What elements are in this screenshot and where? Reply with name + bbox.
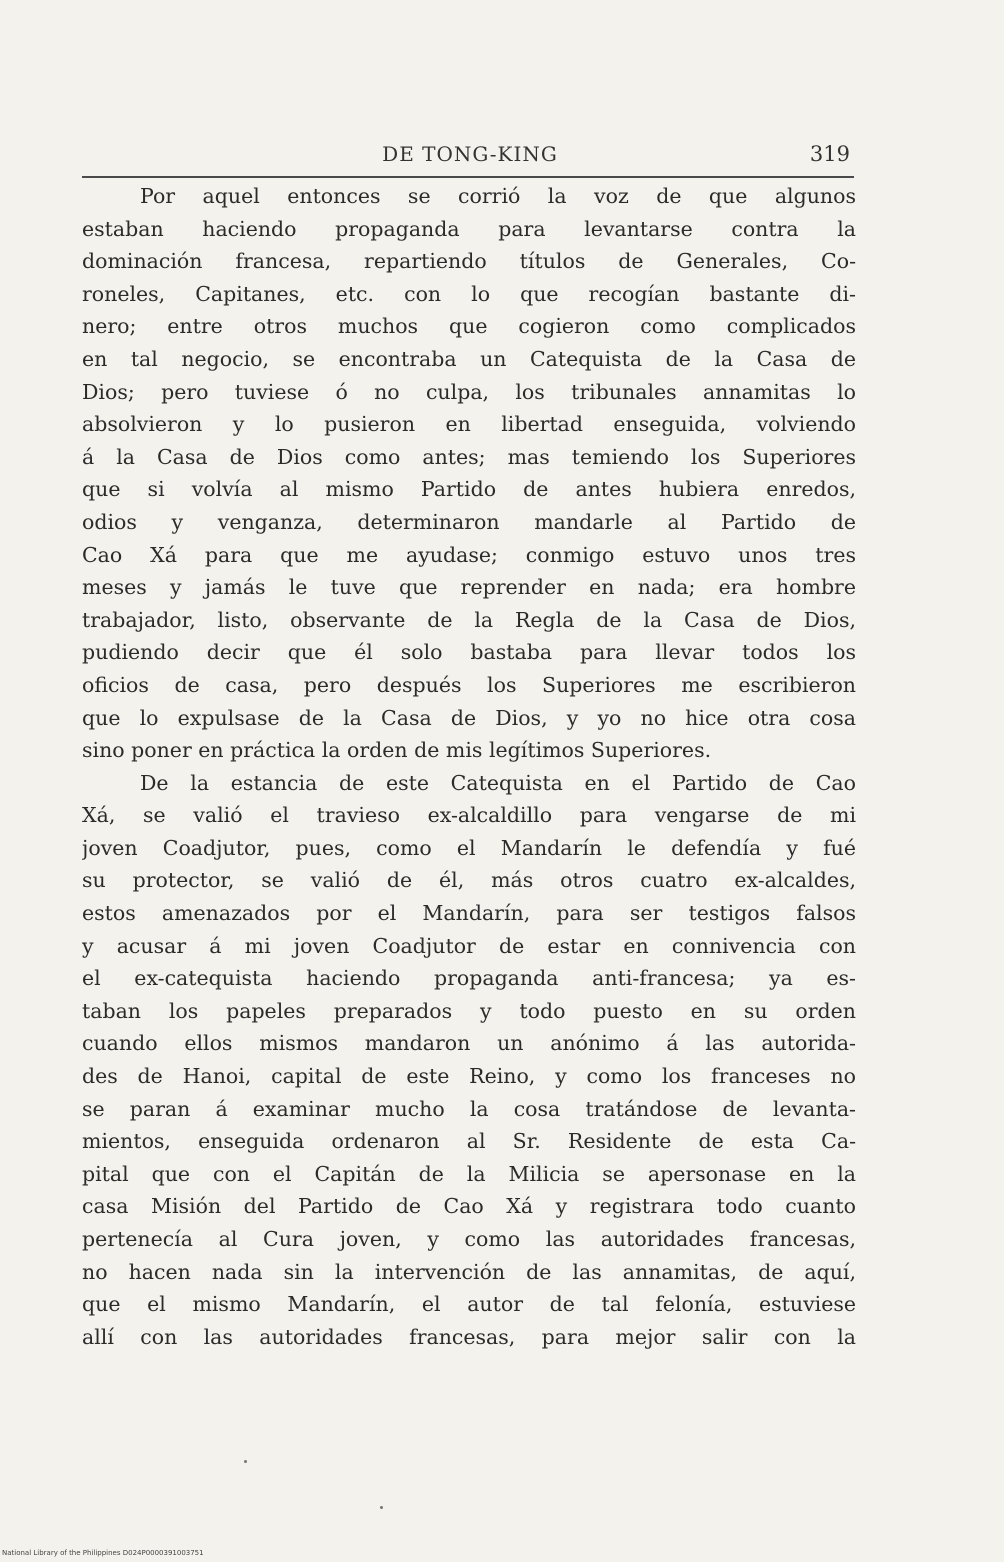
text-line: se paran á examinar mucho la cosa tratándose de levanta- [82, 1096, 856, 1121]
text-line: pital que con el Capitán de la Milicia se apersonase en la [82, 1161, 856, 1186]
text-line: Cao Xá para que me ayudase; conmigo estuvo unos tres [82, 542, 856, 567]
text-line: joven Coadjutor, pues, como el Mandarín le defendía y fué [82, 835, 856, 860]
running-header [82, 140, 858, 174]
text-line: absolvieron y lo pusieron en libertad enseguida, volviendo [82, 412, 856, 437]
text-line: oficios de casa, pero después los Superiores me escribieron [82, 672, 856, 697]
running-title: DE TONG-KING [382, 142, 558, 166]
text-line: pudiendo decir que él solo bastaba para llevar todos los [82, 640, 856, 665]
text-line: Por aquel entonces se corrió la voz de que algunos [140, 184, 856, 208]
scan-speck [244, 1460, 247, 1463]
text-line: mientos, enseguida ordenaron al Sr. Residente de esta Ca- [82, 1129, 856, 1154]
text-line: que lo expulsase de la Casa de Dios, y yo no hice otra cosa [82, 705, 856, 730]
text-line: pertenecía al Cura joven, y como las autoridades francesas, [82, 1227, 856, 1251]
text-line: cuando ellos mismos mandaron un anónimo á las autorida- [82, 1031, 856, 1056]
text-line: trabajador, listo, observante de la Regla de la Casa de Dios, [82, 607, 856, 632]
text-line: casa Misión del Partido de Cao Xá y registrara todo cuanto [82, 1194, 856, 1219]
text-line: el ex-catequista haciendo propaganda anti-francesa; ya es- [82, 966, 856, 991]
text-line: sino poner en práctica la orden de mis legítimos Superiores. [82, 738, 712, 763]
header-rule [82, 176, 854, 178]
text-line: De la estancia de este Catequista en el Partido de Cao [140, 770, 856, 795]
text-line: su protector, se valió de él, más otros cuatro ex-alcaldes, [82, 868, 856, 893]
text-line: que el mismo Mandarín, el autor de tal felonía, estuviese [82, 1292, 856, 1317]
text-line: taban los papeles preparados y todo puesto en su orden [82, 998, 856, 1023]
text-line: estos amenazados por el Mandarín, para ser testigos falsos [82, 901, 856, 926]
scan-credit: National Library of the Philippines D024P0000391003751 [2, 1549, 204, 1557]
text-line: que si volvía al mismo Partido de antes hubiera enredos, [82, 477, 856, 502]
text-line: no hacen nada sin la intervención de las annamitas, de aquí, [82, 1259, 856, 1284]
text-line: allí con las autoridades francesas, para mejor salir con la [82, 1324, 856, 1349]
text-line: Xá, se valió el travieso ex-alcaldillo para vengarse de mi [82, 803, 856, 828]
text-line: y acusar á mi joven Coadjutor de estar en connivencia con [82, 933, 856, 958]
text-line: nero; entre otros muchos que cogieron como complicados [82, 314, 856, 339]
text-line: des de Hanoi, capital de este Reino, y como los franceses no [82, 1064, 856, 1089]
page-number: 319 [809, 142, 850, 166]
text-line: odios y venganza, determinaron mandarle al Partido de [82, 509, 856, 534]
text-line: en tal negocio, se encontraba un Catequista de la Casa de [82, 346, 856, 371]
text-line: dominación francesa, repartiendo títulos de Generales, Co- [82, 249, 856, 274]
text-line: á la Casa de Dios como antes; mas temiendo los Superiores [82, 444, 856, 469]
text-line: meses y jamás le tuve que reprender en nada; era hombre [82, 575, 856, 600]
scan-speck [380, 1506, 383, 1509]
text-line: roneles, Capitanes, etc. con lo que recogían bastante di- [82, 281, 856, 306]
text-line: Dios; pero tuviese ó no culpa, los tribunales annamitas lo [82, 379, 856, 404]
body-text [82, 180, 856, 1353]
text-line: estaban haciendo propaganda para levantarse contra la [82, 216, 856, 241]
